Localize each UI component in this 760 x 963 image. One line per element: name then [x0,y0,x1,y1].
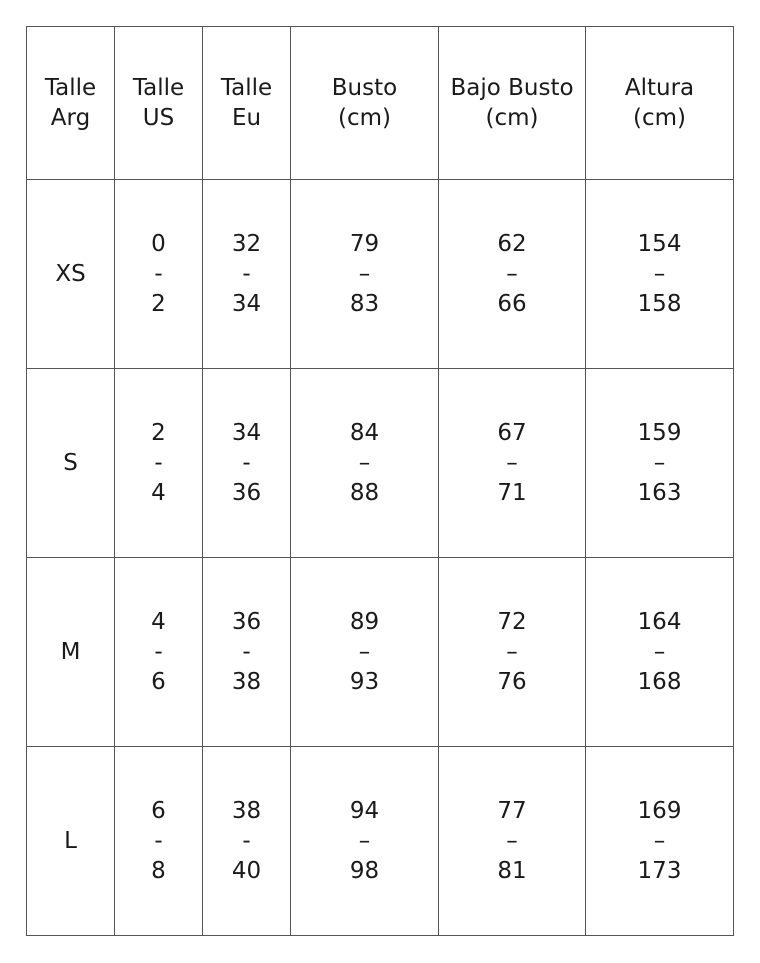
range-min: 36 [231,609,262,635]
range-separator: – [653,639,666,665]
range-max: 4 [151,480,166,506]
range-max: 66 [497,291,527,317]
range-separator: – [653,450,666,476]
cell-talle-us [115,180,203,369]
range-separator: - [242,261,251,287]
range-max: 88 [349,480,380,506]
range-max: 36 [231,480,262,506]
range-max: 98 [349,858,380,884]
header-busto [291,27,439,180]
size-label: M [60,639,81,665]
cell-talle-arg [27,558,115,747]
range-separator: – [653,261,666,287]
header-line: Talle [220,75,273,101]
range-min: 89 [349,609,380,635]
range-separator: - [242,639,251,665]
cell-busto [291,369,439,558]
range-max: 34 [231,291,262,317]
range-min: 164 [637,609,682,635]
range-separator: - [242,450,251,476]
range-max: 93 [349,669,380,695]
header-line: US [142,105,175,131]
range-separator: – [506,450,518,476]
cell-altura [586,558,734,747]
cell-altura [586,747,734,936]
range-min: 67 [497,420,527,446]
range-separator: – [653,828,666,854]
cell-busto [291,180,439,369]
range-min: 169 [637,798,682,824]
cell-bajo-busto [439,558,586,747]
range-max: 83 [349,291,380,317]
range-separator: - [154,828,163,854]
header-talle-arg [27,27,115,180]
cell-talle-eu [203,747,291,936]
cell-busto [291,558,439,747]
cell-altura [586,369,734,558]
cell-bajo-busto [439,747,586,936]
range-min: 79 [349,231,380,257]
range-max: 6 [151,669,166,695]
range-max: 163 [637,480,682,506]
size-label: S [63,450,78,476]
range-max: 81 [497,858,527,884]
header-line: Busto [331,75,398,101]
header-line: Altura [624,75,695,101]
range-max: 40 [231,858,262,884]
cell-talle-us [115,558,203,747]
range-min: 6 [151,798,166,824]
range-max: 71 [497,480,527,506]
range-separator: – [358,639,371,665]
range-min: 32 [231,231,262,257]
table-row [27,369,734,558]
range-separator: - [154,261,163,287]
range-separator: – [506,828,518,854]
header-line: Talle [132,75,185,101]
cell-bajo-busto [439,369,586,558]
range-max: 168 [637,669,682,695]
range-max: 38 [231,669,262,695]
header-line: Eu [231,105,262,131]
size-label: L [64,828,77,854]
range-separator: - [154,450,163,476]
header-line: Arg [50,105,91,131]
table-row [27,558,734,747]
range-separator: - [154,639,163,665]
header-line: (cm) [485,105,539,131]
range-max: 8 [151,858,166,884]
header-talle-eu [203,27,291,180]
header-line: (cm) [338,105,391,131]
header-talle-us [115,27,203,180]
range-separator: - [242,828,251,854]
cell-bajo-busto [439,180,586,369]
size-label: XS [55,261,86,287]
header-line: (cm) [633,105,686,131]
range-separator: – [506,639,518,665]
cell-talle-arg [27,180,115,369]
table-row [27,180,734,369]
header-line: Bajo Busto [450,75,574,101]
range-min: 77 [497,798,527,824]
cell-talle-arg [27,747,115,936]
range-min: 72 [497,609,527,635]
range-separator: – [358,828,371,854]
header-altura [586,27,734,180]
header-row [27,27,734,180]
range-min: 0 [151,231,166,257]
range-max: 76 [497,669,527,695]
range-min: 84 [349,420,380,446]
range-min: 94 [349,798,380,824]
size-chart-table [26,26,734,936]
cell-altura [586,180,734,369]
range-min: 4 [151,609,166,635]
range-min: 154 [637,231,682,257]
cell-talle-us [115,369,203,558]
range-min: 62 [497,231,527,257]
range-min: 34 [231,420,262,446]
range-separator: – [358,261,371,287]
range-separator: – [506,261,518,287]
range-max: 158 [637,291,682,317]
range-separator: – [358,450,371,476]
cell-talle-eu [203,180,291,369]
cell-talle-arg [27,369,115,558]
cell-busto [291,747,439,936]
cell-talle-eu [203,558,291,747]
cell-talle-us [115,747,203,936]
range-min: 38 [231,798,262,824]
header-line: Talle [44,75,97,101]
range-min: 159 [637,420,682,446]
table-row [27,747,734,936]
cell-talle-eu [203,369,291,558]
range-min: 2 [151,420,166,446]
header-bajo-busto [439,27,586,180]
range-max: 2 [151,291,166,317]
range-max: 173 [637,858,682,884]
